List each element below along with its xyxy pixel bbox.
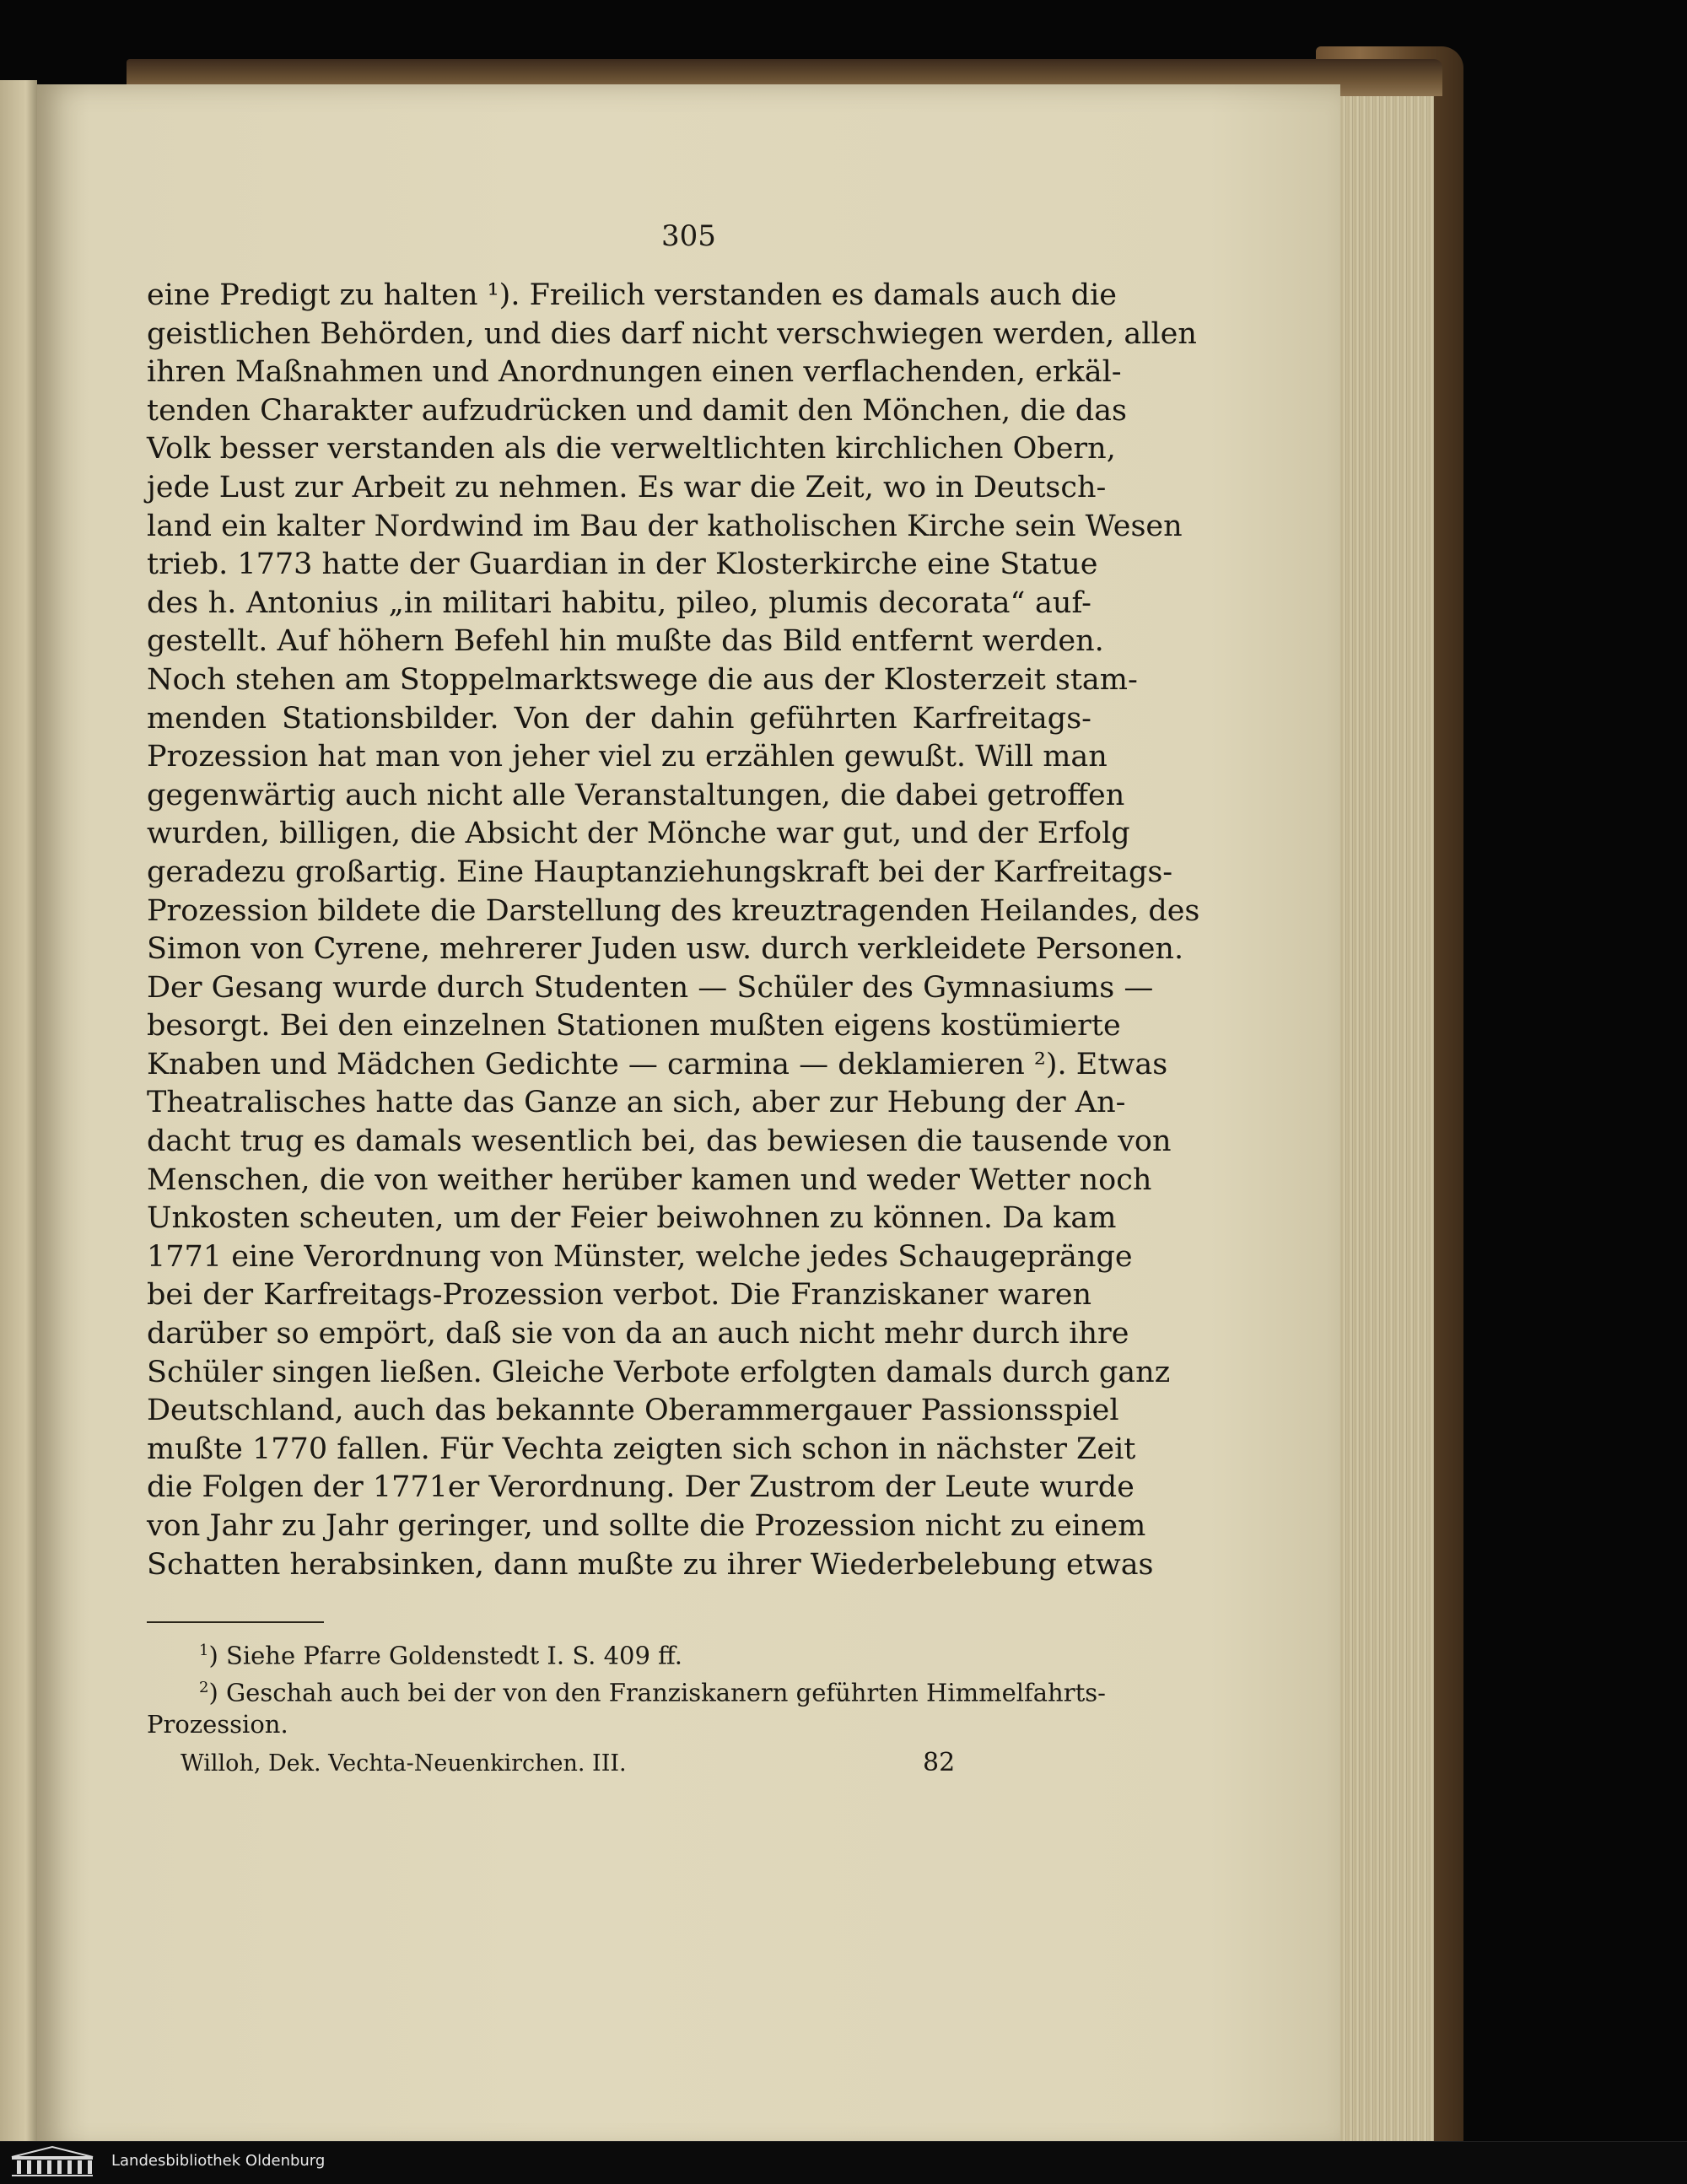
text-line: die Folgen der 1771er Verordnung. Der Zustrom der Leute wurde	[147, 1470, 1135, 1505]
page-number: 305	[661, 219, 716, 253]
text-line: Der Gesang wurde durch Studenten — Schüler des Gymnasiums —	[147, 970, 1154, 1005]
body-text	[147, 277, 1200, 1584]
text-line: dacht trug es damals wesentlich bei, das bewiesen die tausende von	[147, 1124, 1172, 1159]
text-line: geistlichen Behörden, und dies darf nicht verschwiegen werden, allen	[147, 316, 1197, 351]
text-line: gegenwärtig auch nicht alle Veranstaltungen, die dabei getroffen	[147, 778, 1125, 812]
text-line: ihren Maßnahmen und Anordnungen einen verflachenden, erkäl-	[147, 355, 1122, 390]
text-line: Schüler singen ließen. Gleiche Verbote erfolgten damals durch ganz	[147, 1355, 1171, 1389]
book-page	[37, 84, 1340, 2151]
footnote-text: ) Siehe Pfarre Goldenstedt I. S. 409 ff.	[208, 1641, 682, 1670]
text-line: des h. Antonius „in militari habitu, pileo, plumis decorata“ auf-	[147, 585, 1091, 620]
text-line: Simon von Cyrene, mehrerer Juden usw. durch verkleidete Personen.	[147, 932, 1184, 967]
text-line: Unkosten scheuten, um der Feier beiwohnen zu können. Da kam	[147, 1201, 1117, 1236]
text-line: Theatralisches hatte das Ganze an sich, aber zur Hebung der An-	[147, 1086, 1126, 1120]
text-line: tenden Charakter aufzudrücken und damit den Mönchen, die das	[147, 393, 1127, 428]
text-line: besorgt. Bei den einzelnen Stationen mußten eigens kostümierte	[147, 1009, 1121, 1043]
text-line: von Jahr zu Jahr geringer, und sollte die Prozession nicht zu einem	[147, 1509, 1146, 1543]
sheet-number: 82	[923, 1748, 956, 1777]
library-name: Landesbibliothek Oldenburg	[111, 2152, 326, 2170]
text-line: land ein kalter Nordwind im Bau der katholischen Kirche sein Wesen	[147, 509, 1183, 543]
text-line: menden Stationsbilder. Von der dahin geführten Karfreitags-	[147, 701, 1091, 736]
text-line: Prozession bildete die Darstellung des kreuztragenden Heilandes, des	[147, 893, 1200, 928]
signature-line: Willoh, Dek. Vechta-Neuenkirchen. III.	[181, 1750, 627, 1777]
text-line: trieb. 1773 hatte der Guardian in der Klosterkirche eine Statue	[147, 547, 1098, 582]
text-line: eine Predigt zu halten ¹). Freilich verstanden es damals auch die	[147, 278, 1117, 312]
text-line: 1771 eine Verordnung von Münster, welche jedes Schaugepränge	[147, 1239, 1133, 1274]
text-line: Schatten herabsinken, dann mußte zu ihrer Wiederbelebung etwas	[147, 1547, 1154, 1582]
page-edge-stack	[1333, 84, 1434, 2168]
text-line: darüber so empört, daß sie von da an auch nicht mehr durch ihre	[147, 1317, 1129, 1351]
footnote-marker: 2	[199, 1678, 209, 1696]
footnote-text: Prozession.	[147, 1710, 288, 1739]
text-line: Deutschland, auch das bekannte Oberammergauer Passionsspiel	[147, 1394, 1119, 1428]
text-line: Volk besser verstanden als die verweltlichten kirchlichen Obern,	[147, 432, 1116, 466]
text-line: Menschen, die von weither herüber kamen und weder Wetter noch	[147, 1162, 1152, 1197]
text-line: bei der Karfreitags-Prozession verbot. Die Franziskaner waren	[147, 1278, 1091, 1313]
library-building-icon	[5, 2145, 100, 2179]
footnotes	[147, 1635, 1106, 1740]
footnote-divider	[147, 1621, 324, 1623]
footnote-continuation	[147, 1708, 1091, 1740]
text-line: mußte 1770 fallen. Für Vechta zeigten sich schon in nächster Zeit	[147, 1432, 1136, 1466]
library-footer	[0, 2141, 1687, 2184]
text-line: geradezu großartig. Eine Hauptanziehungskraft bei der Karfreitags-	[147, 855, 1173, 889]
text-line: Knaben und Mädchen Gedichte — carmina — deklamieren ²). Etwas	[147, 1047, 1168, 1081]
footnote-marker: 1	[199, 1642, 209, 1659]
text-line: Prozession hat man von jeher viel zu erzählen gewußt. Will man	[147, 740, 1108, 774]
text-line: Noch stehen am Stoppelmarktswege die aus der Klosterzeit stam-	[147, 662, 1138, 697]
text-line: wurden, billigen, die Absicht der Mönche war gut, und der Erfolg	[147, 817, 1130, 851]
text-line: jede Lust zur Arbeit zu nehmen. Es war die Zeit, wo in Deutsch-	[147, 470, 1107, 504]
footnote-text: ) Geschah auch bei der von den Franziskanern geführten Himmelfahrts-	[208, 1678, 1106, 1707]
footnote	[147, 1672, 1106, 1709]
footnote	[147, 1635, 1091, 1672]
text-line: gestellt. Auf höhern Befehl hin mußte das Bild entfernt werden.	[147, 624, 1104, 659]
previous-page-margin	[0, 80, 37, 2155]
